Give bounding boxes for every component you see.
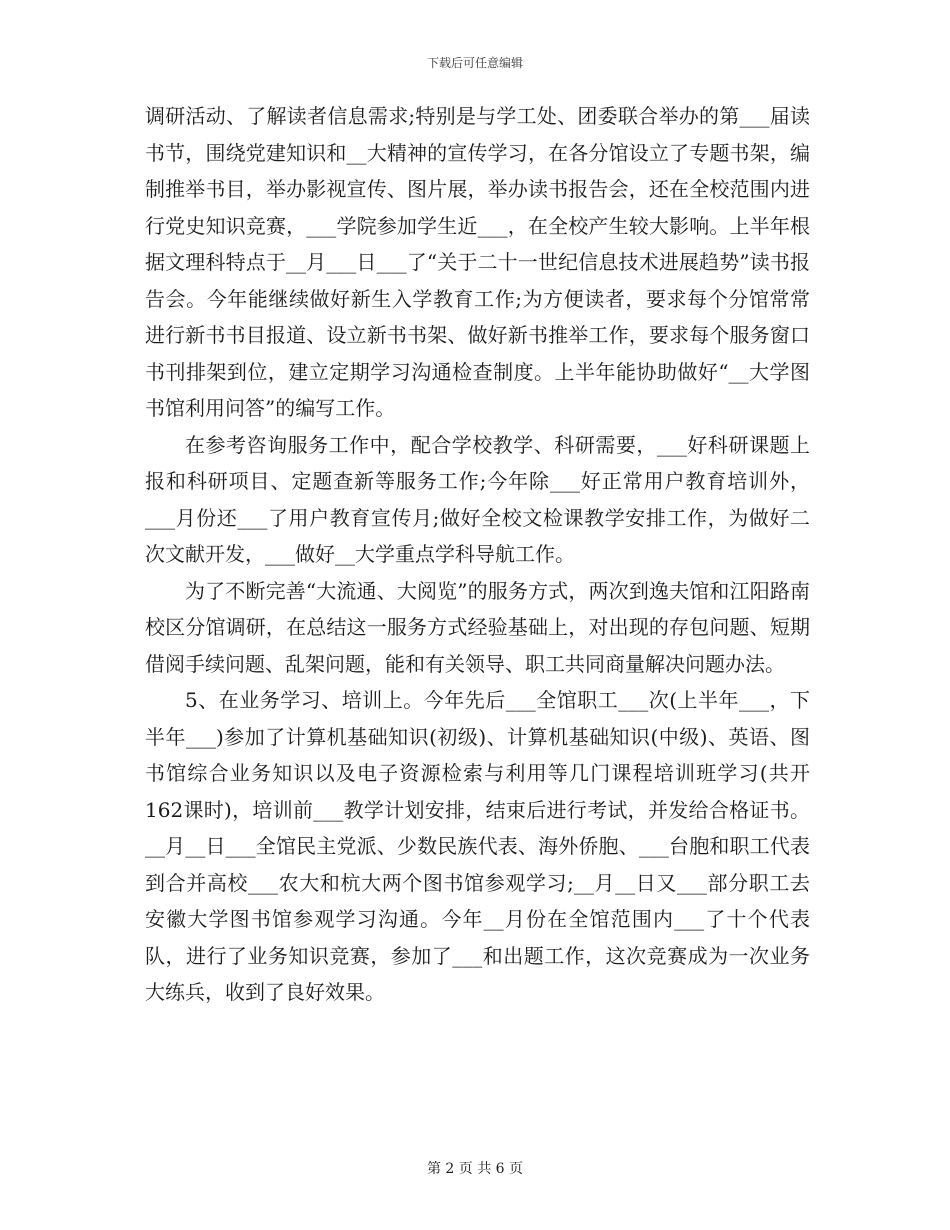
page-header: 下载后可任意编辑: [426, 56, 523, 70]
paragraph-circulation-service: 为了不断完善“大流通、大阅览”的服务方式，两次到逸夫馆和江阳路南校区分馆调研，在总结这一服务方式经验基础上，对出现的存包问题、短期借阅手续问题、乱架问题，能和有关领导、职工共同商量解决问题办法。: [145, 578, 810, 676]
paragraph-reference-service: 在参考咨询服务工作中，配合学校教学、科研需要，___好科研课题上报和科研项目、定题查新等服务工作;今年除___好正常用户教育培训外，___月份还___了用户教育宣传月;做好全校文检课教学安排工作，为做好二次文献开发，___做好__大学重点学科导航工作。: [145, 432, 810, 566]
page-footer: 第 2 页 共 6 页: [426, 1161, 524, 1177]
paragraph-continuation: 调研活动、了解读者信息需求;特别是与学工处、团委联合举办的第___届读书节，围绕党建知识和__大精神的宣传学习，在各分馆设立了专题书架，编制推举书目，举办影视宣传、图片展，举办读书报告会，还在全校范围内进行党史知识竞赛，___学院参加学生近___，在全校产生较大影响。上半年根据文理科特点于__月___日___了“关于二十一世纪信息技术进展趋势”读书报告会。今年能继续做好新生入学教育工作;为方便读者，要求每个分馆常常进行新书书目报道、设立新书书架、做好新书推举工作，要求每个服务窗口书刊排架到位，建立定期学习沟通检查制度。上半年能协助做好“__大学图书馆利用问答”的编写工作。: [145, 104, 810, 420]
paragraph-training: 5、在业务学习、培训上。今年先后___全馆职工___次(上半年___，下半年___)参加了计算机基础知识(初级)、计算机基础知识(中级)、英语、图书馆综合业务知识以及电子资源检索与利用等几门课程培训班学习(共开162课时)，培训前___教学计划安排，结束后进行考试，并发给合格证书。__月__日___全馆民主党派、少数民族代表、海外侨胞、___台胞和职工代表到合并高校___农大和杭大两个图书馆参观学习;__月__日又___部分职工去安徽大学图书馆参观学习沟通。今年__月份在全馆范围内___了十个代表队，进行了业务知识竞赛，参加了___和出题工作，这次竞赛成为一次业务大练兵，收到了良好效果。: [145, 688, 810, 1004]
document-body: [145, 98, 810, 1011]
